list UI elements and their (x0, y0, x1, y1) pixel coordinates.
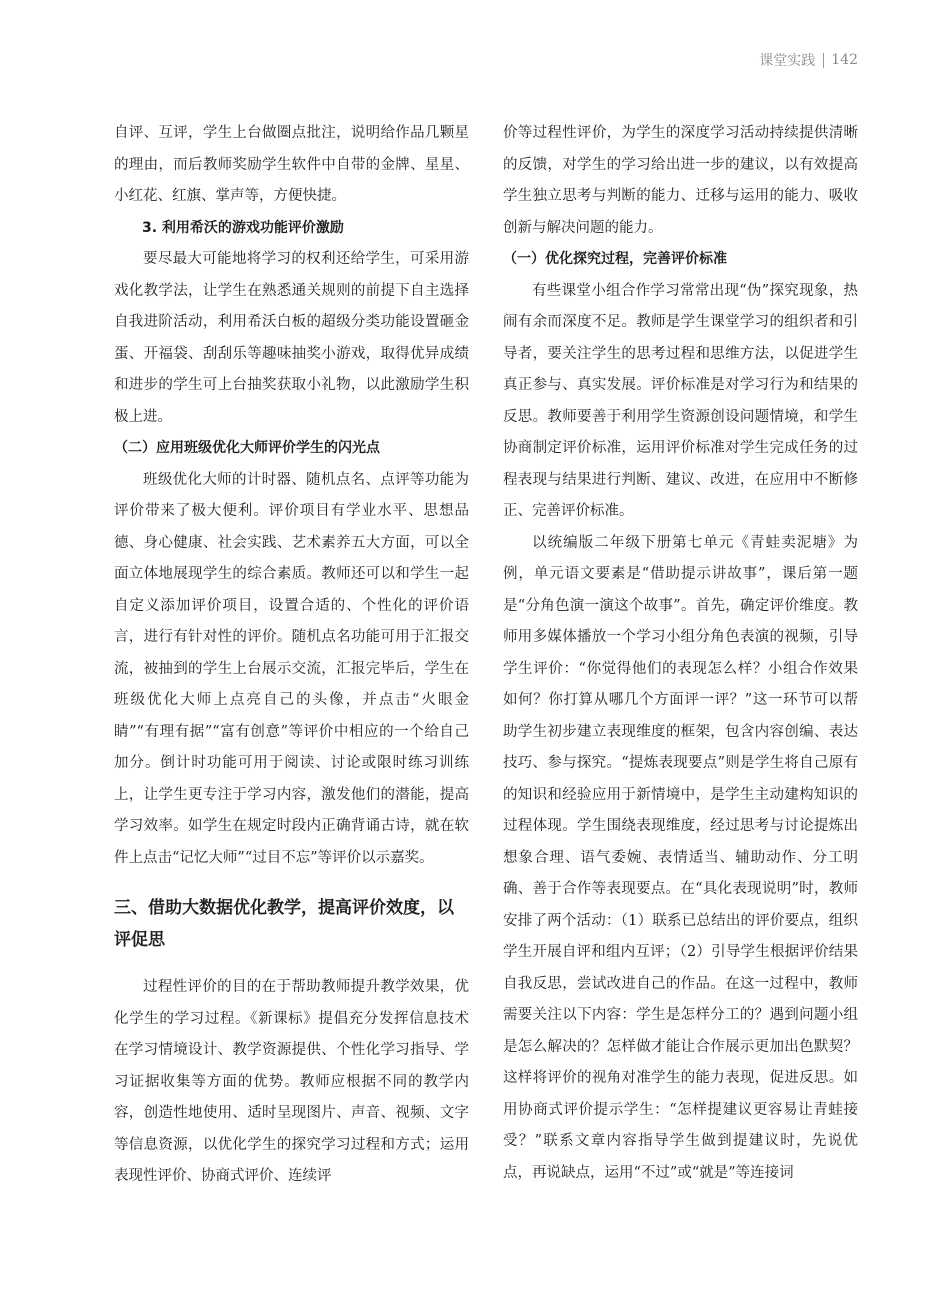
subheading: （二）应用班级优化大师评价学生的闪光点 (114, 440, 380, 456)
paragraph: 有些课堂小组合作学习常常出现“伪”探究现象，热闹有余而深度不足。教师是学生课堂学习的组织者和引导者，要关注学生的思考过程和思维方法，以促进学生真正参与、真实发展。评价标准是对学习行为和结果的反思。教师要善于利用学生资源创设问题情境，和学生协商制定评价标准，运用评价标准对学生完成任务的过程表现与结果进行判断、建议、改进，在应用中不断修正、完善评价标准。 (503, 282, 858, 519)
page-header (759, 50, 858, 70)
header-divider (823, 53, 824, 68)
left-column (114, 118, 469, 1193)
paragraph: 要尽最大可能地将学习的权利还给学生，可采用游戏化教学法，让学生在熟悉通关规则的前提下自主选择自我进阶活动，利用希沃白板的超级分类功能设置砸金蛋、开福袋、刮刮乐等趣味抽奖小游戏，取得优异成绩和进步的学生可上台抽奖获取小礼物，以此激励学生积极上进。 (114, 251, 469, 425)
paragraph: 自评、互评，学生上台做圈点批注，说明给作品几颗星的理由，而后教师奖励学生软件中自带的金牌、星星、小红花、红旗、掌声等，方便快捷。 (114, 125, 469, 204)
subheading: 3. 利用希沃的游戏功能评价激励 (142, 219, 344, 236)
subheading: （一）优化探究过程，完善评价标准 (503, 251, 727, 267)
section-heading: 三、借助大数据优化教学，提高评价效度，以评促思 (114, 898, 454, 950)
paragraph: 价等过程性评价，为学生的深度学习活动持续提供清晰的反馈，对学生的学习给出进一步的建议，以有效提高学生独立思考与判断的能力、迁移与运用的能力、吸收创新与解决问题的能力。 (503, 125, 858, 236)
right-column (503, 118, 858, 1189)
paragraph: 过程性评价的目的在于帮助教师提升教学效果，优化学生的学习过程。《新课标》提倡充分发挥信息技术在学习情境设计、教学资源提供、个性化学习指导、学习证据收集等方面的优势。教师应根据不同的教学内容，创造性地使用、适时呈现图片、声音、视频、文字等信息资源，以优化学生的探究学习过程和方式；运用表现性评价、协商式评价、连续评 (114, 979, 469, 1184)
page-number: 142 (831, 52, 858, 68)
paragraph: 以统编版二年级下册第七单元《青蛙卖泥塘》为例，单元语文要素是“借助提示讲故事”，课后第一题是“分角色演一演这个故事”。首先，确定评价维度。教师用多媒体播放一个学习小组分角色表演的视频，引导学生评价：“你觉得他们的表现怎么样？小组合作效果如何？你打算从哪几个方面评一评？”这一环节可以帮助学生初步建立表现维度的框架，包含内容创编、表达技巧、参与探究。“提炼表现要点”则是学生将自己原有的知识和经验应用于新情境中，是学生主动建构知识的过程体现。学生围绕表现维度，经过思考与讨论提炼出想象合理、语气委婉、表情适当、辅助动作、分工明确、善于合作等表现要点。在“具化表现说明”时，教师安排了两个活动：（1）联系已总结出的评价要点，组织学生开展自评和组内互评；（2）引导学生根据评价结果自我反思，尝试改进自己的作品。在这一过程中，教师需要关注以下内容：学生是怎样分工的？遇到问题小组是怎么解决的？怎样做才能让合作展示更加出色默契？这样将评价的视角对准学生的能力表现，促进反思。如用协商式评价提示学生：“怎样提建议更容易让青蛙接受？”联系文章内容指导学生做到提建议时，先说优点，再说缺点，运用“不过”或“就是”等连接词 (503, 534, 858, 1181)
paragraph: 班级优化大师的计时器、随机点名、点评等功能为评价带来了极大便利。评价项目有学业水平、思想品德、身心健康、社会实践、艺术素养五大方面，可以全面立体地展现学生的综合素质。教师还可以和学生一起自定义添加评价项目，设置合适的、个性化的评价语言，进行有针对性的评价。随机点名功能可用于汇报交流，被抽到的学生上台展示交流，汇报完毕后，学生在班级优化大师上点亮自己的头像，并点击“火眼金睛”“有理有据”“富有创意”等评价中相应的一个给自己加分。倒计时功能可用于阅读、讨论或限时练习训练上，让学生更专注于学习内容，激发他们的潜能，提高学习效率。如学生在规定时段内正确背诵古诗，就在软件上点击“记忆大师”“过目不忘”等评价以示嘉奖。 (114, 471, 469, 866)
section-name: 课堂实践 (759, 53, 816, 69)
